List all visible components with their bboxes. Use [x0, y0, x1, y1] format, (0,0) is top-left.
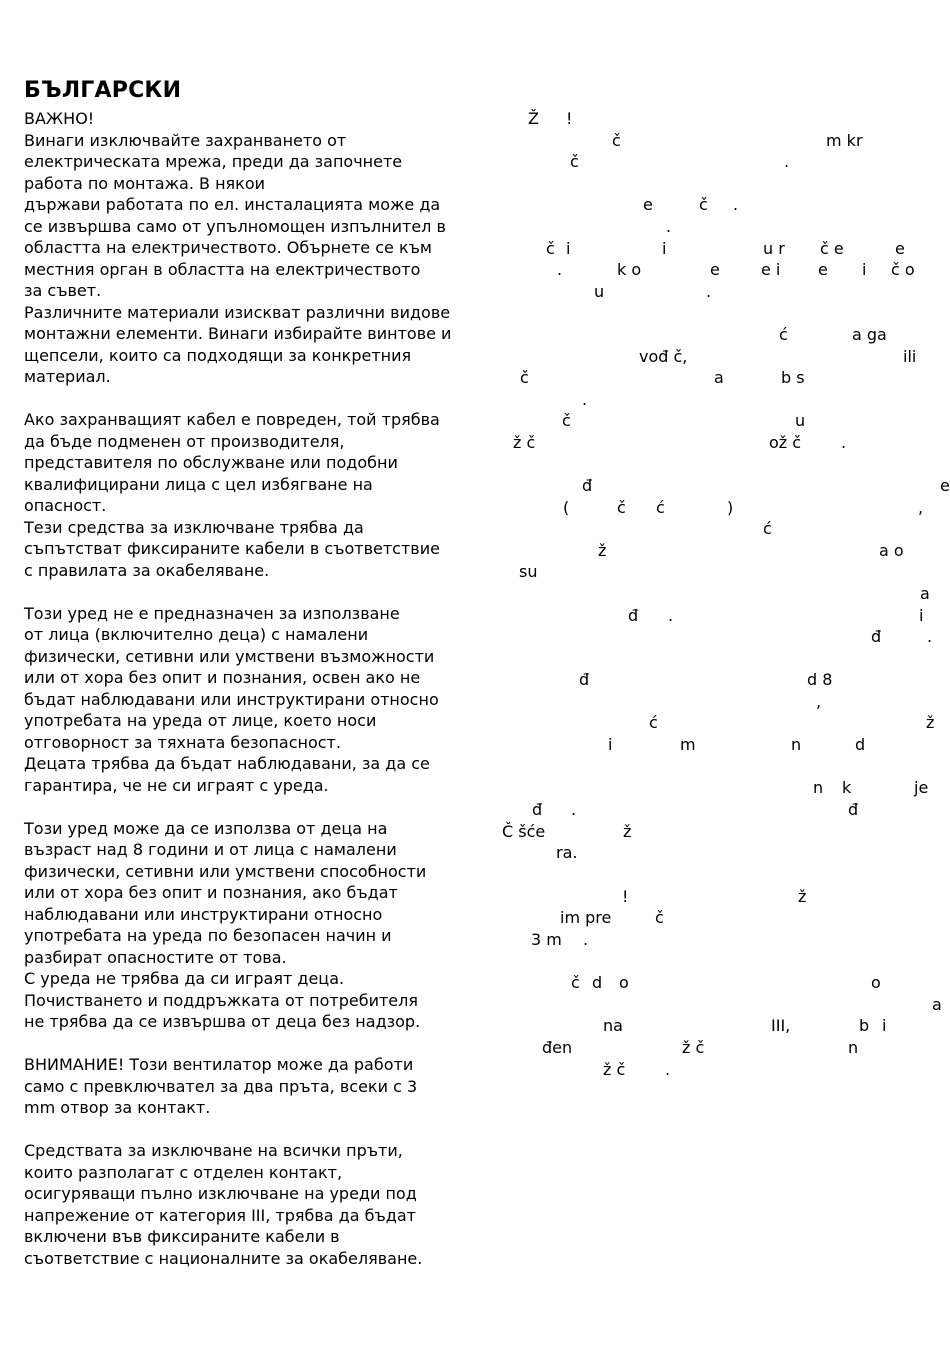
right-fragment: ! [566, 109, 573, 128]
right-fragment: m [680, 735, 696, 754]
right-fragment: e i [761, 260, 781, 279]
bulgarian-safety-text [24, 108, 504, 1269]
right-fragment: k [842, 778, 852, 797]
right-fragment: Č šće [502, 821, 546, 841]
right-fragment: . [665, 1059, 671, 1079]
text-line: включени във фиксираните кабели в [24, 1227, 340, 1246]
right-fragment: ž č [513, 432, 536, 452]
right-fragment: i [608, 735, 613, 754]
text-line [24, 581, 504, 603]
right-fragment: ž č [603, 1059, 626, 1079]
right-fragment: . [927, 627, 933, 646]
text-line: държави работата по ел. инсталацията може да [24, 195, 441, 214]
right-fragment: ć [779, 325, 788, 344]
text-line: разбират опасностите от това. [24, 947, 287, 967]
right-fragment: vođ č, [639, 346, 688, 366]
text-line: само с превключвател за два пръта, всеки с 3 [24, 1076, 418, 1096]
right-fragment: . [582, 389, 588, 409]
right-fragment: e [710, 260, 720, 279]
text-line: Ако захранващият кабел е повреден, той трябва [24, 410, 440, 429]
right-fragment: đ [579, 670, 590, 689]
text-line: напрежение от категория III, трябва да бъдат [24, 1205, 416, 1225]
text-line: Средствата за изключване на всички пръти, [24, 1141, 403, 1160]
right-fragment: d [855, 735, 866, 754]
text-line: С уреда не трябва да си играят деца. [24, 969, 345, 988]
right-fragment: ! [622, 886, 629, 906]
right-fragment: č [617, 497, 626, 517]
right-fragment: i [662, 238, 667, 258]
right-fragment: č [571, 973, 580, 992]
right-fragment: u r [763, 238, 785, 258]
right-fragment: , [816, 691, 822, 711]
right-fragment: ž [926, 713, 935, 732]
text-line [24, 1119, 504, 1141]
right-fragment: đen [542, 1038, 573, 1057]
text-line: областта на електричеството. Обърнете се към [24, 238, 432, 257]
right-fragment: ili [903, 346, 917, 366]
text-line: ВАЖНО! [24, 109, 95, 128]
right-fragment: n [848, 1038, 859, 1057]
right-fragment: ž [798, 886, 807, 906]
text-line: с правилата за окабеляване. [24, 560, 270, 580]
text-line: местния орган в областта на електричеството [24, 259, 421, 279]
right-fragment: . [557, 260, 563, 279]
text-line: материал. [24, 367, 111, 386]
right-fragment: ( [563, 497, 570, 517]
right-fragment: ć [649, 713, 658, 732]
right-fragment: č [570, 152, 579, 171]
right-fragment: u [594, 281, 605, 301]
right-fragment: . [666, 217, 672, 236]
text-line: щепсели, които са подходящи за конкретния [24, 345, 412, 365]
text-line: представителя по обслужване или подобни [24, 453, 398, 472]
text-line: за съвет. [24, 281, 102, 300]
language-heading: БЪЛГАРСКИ [24, 78, 182, 103]
text-line: Различните материали изискват различни видове [24, 302, 451, 322]
text-line: съпътстват фиксираните кабели в съответствие [24, 539, 440, 558]
text-line: наблюдавани или инструктирани относно [24, 904, 383, 924]
right-fragment: i [882, 1016, 887, 1035]
text-line: гарантира, че не си играят с уреда. [24, 775, 329, 795]
text-line: от лица (включително деца) с намалени [24, 625, 369, 644]
text-line: Този уред не е предназначен за използване [24, 603, 400, 623]
right-fragment: č [520, 368, 529, 387]
right-fragment: i [862, 260, 867, 279]
right-fragment: b [859, 1016, 870, 1035]
text-line: mm отвор за контакт. [24, 1098, 211, 1117]
right-fragment: ) [727, 497, 734, 517]
right-fragment: o [619, 973, 629, 992]
text-line: възраст над 8 години и от лица с намалени [24, 840, 397, 859]
right-fragment: đ [532, 800, 543, 819]
right-fragment: a [920, 584, 930, 603]
right-fragment: n [813, 778, 824, 797]
text-line: Този уред може да се използва от деца на [24, 818, 388, 838]
right-fragment: ć [763, 519, 772, 538]
text-line: да бъде подменен от производителя, [24, 431, 345, 451]
right-fragment: ž [598, 540, 607, 560]
text-line: ВНИМАНИЕ! Този вентилатор може да работи [24, 1055, 414, 1074]
right-fragment: o [871, 973, 881, 992]
text-line: съответствие с националните за окабеляване. [24, 1248, 423, 1268]
text-line: Почистването и поддръжката от потребителя [24, 990, 418, 1010]
right-fragment: a [714, 368, 724, 387]
right-fragment: đ [628, 605, 639, 625]
right-fragment: a o [879, 540, 904, 560]
text-line [24, 1033, 504, 1055]
right-fragment: č o [891, 260, 915, 279]
text-line: отговорност за тяхната безопасност. [24, 732, 341, 752]
right-fragment: je [914, 778, 929, 797]
text-line: които разполагат с отделен контакт, [24, 1162, 343, 1182]
right-fragment: č [562, 411, 571, 430]
right-fragment: đ [582, 476, 593, 495]
right-fragment: . [784, 152, 790, 171]
right-fragment: III, [771, 1016, 791, 1035]
right-fragment: a ga [852, 325, 887, 344]
right-fragment: ć [656, 497, 665, 517]
text-line [24, 796, 504, 818]
text-line: опасност. [24, 496, 107, 515]
text-line: или от хора без опит и познания, освен ако не [24, 668, 421, 687]
right-fragment: b s [781, 368, 805, 387]
right-fragment: č e [820, 238, 844, 258]
right-fragment: a [932, 994, 942, 1014]
right-fragment: đ [848, 800, 859, 819]
right-fragment: 3 m [531, 929, 562, 949]
right-fragment: č [612, 130, 621, 150]
right-fragment: i [566, 238, 571, 258]
right-fragment: Ž [528, 109, 539, 128]
text-line: или от хора без опит и познания, ако бъдат [24, 883, 398, 902]
right-fragment: u [795, 411, 806, 430]
right-fragment: e [895, 238, 905, 258]
right-fragment: e [818, 260, 828, 279]
text-line: физически, сетивни или умствени възможности [24, 646, 435, 666]
right-fragment: k o [617, 260, 642, 279]
right-fragment: i [919, 605, 924, 625]
text-line: монтажни елементи. Винаги избирайте винтове и [24, 324, 452, 343]
right-fragment: m kr [826, 130, 863, 150]
right-fragment: d [592, 973, 603, 992]
text-line: Децата трябва да бъдат наблюдавани, за да се [24, 754, 430, 773]
right-fragment: č [655, 908, 664, 927]
right-fragment: ž [623, 821, 632, 841]
right-fragment: ož č [769, 432, 802, 452]
right-fragment: . [571, 800, 577, 819]
right-fragment: e [643, 195, 653, 214]
text-line: бъдат наблюдавани или инструктирани относно [24, 689, 439, 709]
right-fragment: č [699, 195, 708, 214]
right-fragment: . [733, 195, 739, 214]
text-line: осигуряващи пълно изключване на уреди под [24, 1184, 417, 1203]
right-fragment: su [519, 562, 538, 581]
text-line: се извършва само от упълномощен изпълнител в [24, 216, 446, 236]
text-line: физически, сетивни или умствени способности [24, 861, 427, 881]
right-fragment: im pre [560, 908, 612, 927]
text-line: не трябва да се извършва от деца без надзор. [24, 1012, 421, 1031]
right-fragment: . [583, 929, 589, 949]
text-line: Винаги изключвайте захранването от [24, 130, 347, 150]
right-fragment: , [918, 497, 924, 517]
text-line: Тези средства за изключване трябва да [24, 517, 364, 537]
text-line [24, 388, 504, 410]
right-fragment: d 8 [807, 670, 833, 689]
text-line: електрическата мрежа, преди да започнете [24, 152, 403, 171]
right-fragment: č [546, 238, 555, 258]
right-fragment: . [841, 432, 847, 452]
right-fragment: . [706, 281, 712, 301]
right-fragment: e [940, 476, 950, 495]
right-fragment: ž č [682, 1038, 705, 1057]
right-fragment: đ [871, 627, 882, 646]
text-line: квалифицирани лица с цел избягване на [24, 474, 373, 494]
text-line: употребата на уреда от лице, което носи [24, 711, 377, 730]
right-fragment: na [603, 1016, 623, 1035]
right-fragment: n [791, 735, 802, 754]
right-fragment: ra. [556, 843, 578, 862]
text-line: работа по монтажа. В някои [24, 173, 265, 193]
text-line: употребата на уреда по безопасен начин и [24, 926, 392, 945]
right-fragment: . [668, 605, 674, 625]
